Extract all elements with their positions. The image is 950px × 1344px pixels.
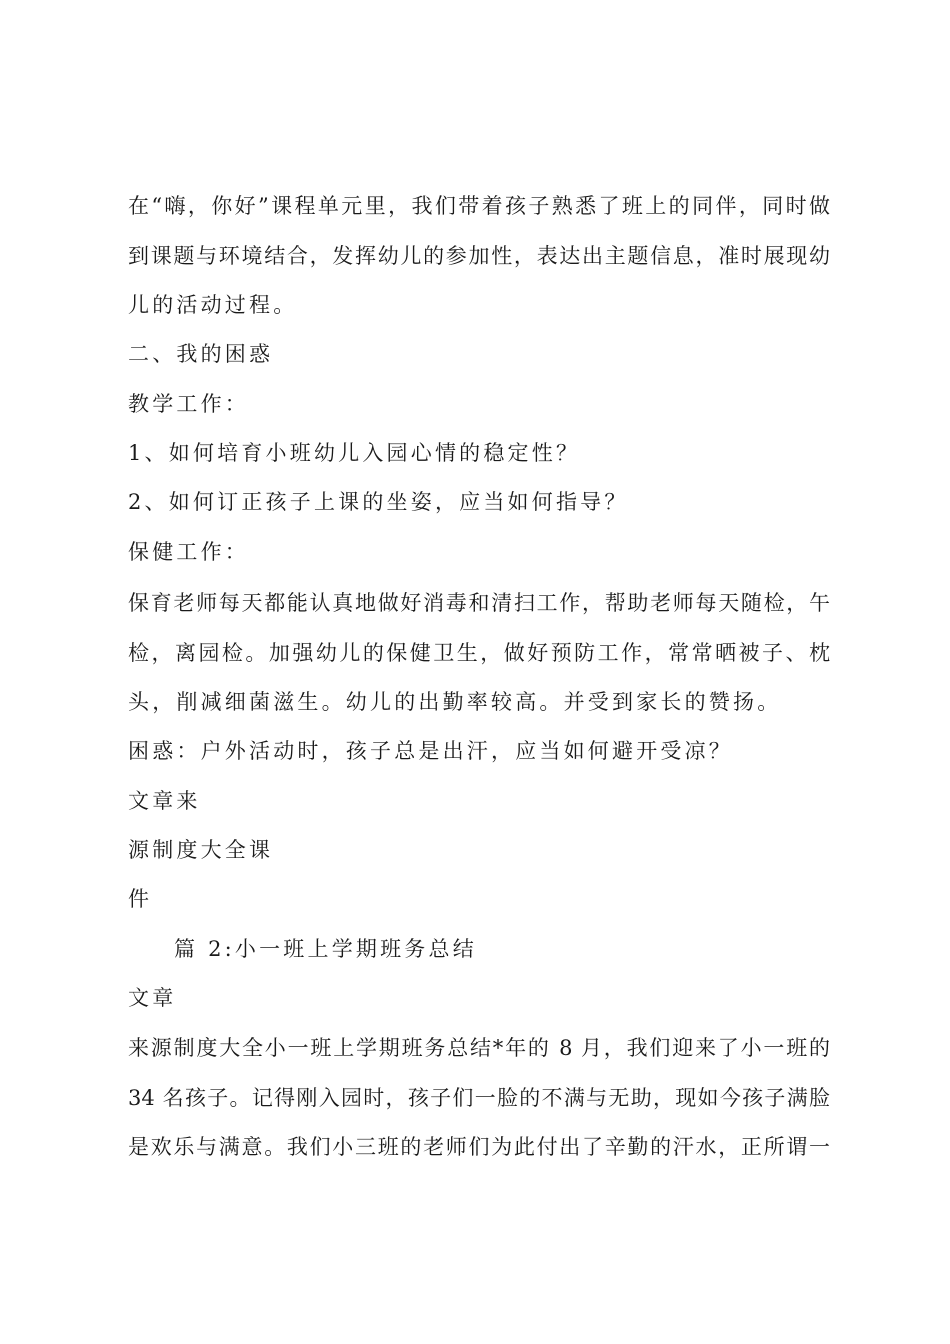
section-heading: 二、我的困惑 bbox=[128, 342, 274, 366]
paragraph-line: 儿的活动过程。 bbox=[128, 293, 298, 317]
paragraph-line: 困惑：户外活动时，孩子总是出汗，应当如何避开受凉？ bbox=[128, 739, 733, 763]
source-note: 文章来 bbox=[128, 789, 201, 813]
paragraph-line: 来源制度大全小一班上学期班务总结*年的 8 月，我们迎来了小一班的 bbox=[128, 1036, 830, 1060]
paragraph-line: 34 名孩子。记得刚入园时，孩子们一脸的不满与无助，现如今孩子满脸 bbox=[128, 1086, 830, 1110]
source-note: 源制度大全课 bbox=[128, 838, 274, 862]
list-item: 1、如何培育小班幼儿入园心情的稳定性？ bbox=[128, 441, 581, 465]
paragraph-line: 到课题与环境结合，发挥幼儿的参加性，表达出主题信息，准时展现幼 bbox=[128, 244, 830, 268]
paragraph-line: 保育老师每天都能认真地做好消毒和清扫工作，帮助老师每天随检，午 bbox=[128, 591, 830, 615]
paragraph-line: 检，离园检。加强幼儿的保健卫生，做好预防工作，常常晒被子、枕 bbox=[128, 641, 830, 665]
paragraph-line: 在“嗨，你好”课程单元里，我们带着孩子熟悉了班上的同伴，同时做 bbox=[128, 194, 830, 218]
list-item: 2、如何订正孩子上课的坐姿，应当如何指导？ bbox=[128, 490, 629, 514]
article-title: 篇 2:小一班上学期班务总结 bbox=[174, 937, 477, 961]
paragraph-line: 是欢乐与满意。我们小三班的老师们为此付出了辛勤的汗水，正所谓一 bbox=[128, 1135, 830, 1159]
source-note: 文章 bbox=[128, 986, 177, 1010]
source-note: 件 bbox=[128, 887, 153, 911]
subheading: 教学工作： bbox=[128, 392, 249, 416]
subheading: 保健工作： bbox=[128, 540, 249, 564]
paragraph-line: 头，削减细菌滋生。幼儿的出勤率较高。并受到家长的赞扬。 bbox=[128, 690, 782, 714]
